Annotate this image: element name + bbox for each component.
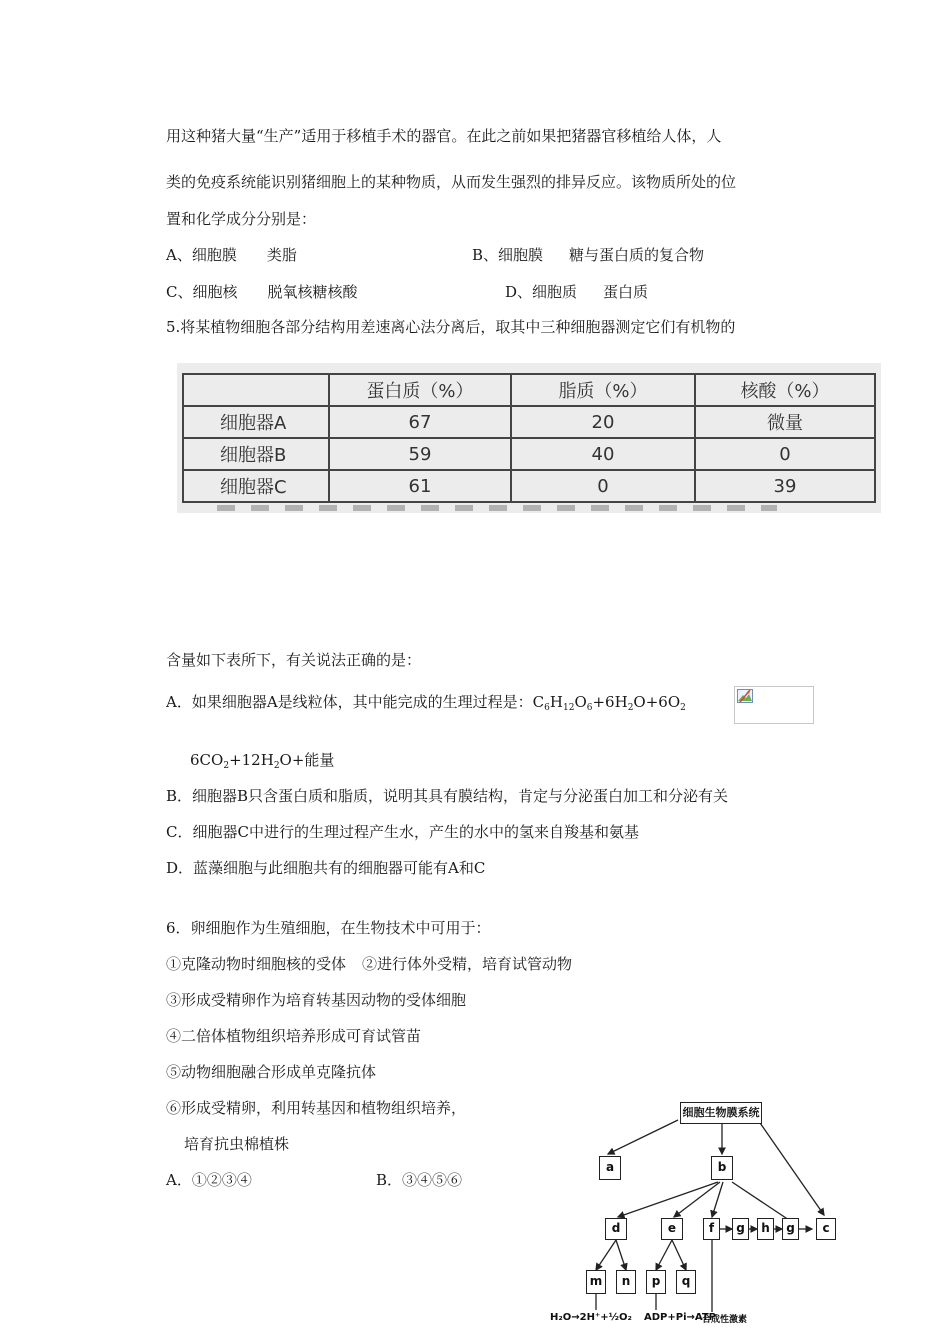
biomembrane-system-box: 细胞生物膜系统 — [680, 1102, 762, 1124]
table-cell: 59 — [329, 438, 511, 470]
table-row — [183, 406, 875, 438]
q5-continuation: 含量如下表所下，有关说法正确的是： — [166, 651, 422, 669]
q4-option-d-label: D、细胞质 — [505, 283, 578, 301]
q6-intro: 6．卵细胞作为生殖细胞，在生物技术中可用于： — [166, 919, 491, 937]
table-cell: 0 — [511, 470, 695, 502]
node-d: d — [605, 1218, 627, 1240]
table-cell: 39 — [695, 470, 875, 502]
table-cell: 67 — [329, 406, 511, 438]
label-m-reaction: H₂O→2H⁺+½O₂ — [550, 1312, 632, 1323]
q4-option-a-label: A、细胞膜 — [166, 246, 237, 264]
q5-intro: 5.将某植物细胞各部分结构用差速离心法分离后，取其中三种细胞器测定它们有机物的 — [166, 318, 736, 336]
node-a: a — [599, 1156, 621, 1180]
table-row-head: 细胞器A — [183, 406, 329, 438]
node-n: n — [616, 1270, 636, 1294]
q4-line-1: 用这种猪大量“生产”适用于移植手术的器官。在此之前如果把猪器官移植给人体，人 — [166, 127, 722, 145]
enzyme-arrow-image — [734, 686, 814, 724]
q6-item-5: ⑤动物细胞融合形成单克隆抗体 — [166, 1063, 377, 1081]
label-f-function: 合成性激素 — [702, 1315, 748, 1325]
table-header-cell: 核酸（%） — [695, 374, 875, 406]
node-q: q — [676, 1270, 696, 1294]
q4-option-c-label: C、细胞核 — [166, 283, 238, 301]
table-cell: 0 — [695, 438, 875, 470]
q4-option-b — [472, 245, 704, 265]
table-row-head: 细胞器B — [183, 438, 329, 470]
q4-option-b-text: 糖与蛋白质的复合物 — [569, 246, 705, 264]
node-g: g — [732, 1218, 749, 1240]
q6-items-1-2 — [166, 954, 572, 974]
q5-option-a — [166, 692, 686, 718]
table-header-cell: 蛋白质（%） — [329, 374, 511, 406]
q6-item-6: ⑥形成受精卵，利用转基因和植物组织培养， — [166, 1099, 467, 1117]
q4-line-2: 类的免疫系统能识别猪细胞上的某种物质，从而发生强烈的排异反应。该物质所处的位 — [166, 173, 737, 191]
node-m: m — [586, 1270, 606, 1294]
q5-option-d: D．蓝藻细胞与此细胞共有的细胞器可能有A和C — [166, 859, 486, 877]
biomembrane-diagram — [548, 1090, 848, 1340]
table-cell: 40 — [511, 438, 695, 470]
q4-option-c — [166, 282, 358, 302]
diagram-connectors — [548, 1090, 848, 1340]
q4-line-3: 置和化学成分分别是： — [166, 210, 317, 228]
glucose-equation: $C_6H_{12}O_6+6H_2O+6O_2$ — [532, 693, 686, 713]
q4-option-c-text: 脱氧核糖核酸 — [267, 283, 358, 301]
table-row — [183, 470, 875, 502]
q4-option-a-text: 类脂 — [266, 246, 297, 264]
table-cell: 20 — [511, 406, 695, 438]
q6-item-3: ③形成受精卵作为培育转基因动物的受体细胞 — [166, 991, 467, 1009]
node-g-2: g — [782, 1218, 799, 1240]
table-row-head: 细胞器C — [183, 470, 329, 502]
organelle-table — [182, 373, 876, 503]
q5-option-c: C．细胞器C中进行的生理过程产生水，产生的水中的氢来自羧基和氨基 — [166, 823, 639, 841]
q4-option-d-text: 蛋白质 — [603, 283, 649, 301]
table-cell: 微量 — [695, 406, 875, 438]
table-row — [183, 438, 875, 470]
q6-item-6-cont: 培育抗虫棉植株 — [184, 1135, 290, 1153]
table-cell: 61 — [329, 470, 511, 502]
node-b: b — [711, 1156, 733, 1180]
q5-option-a-text: A．如果细胞器A是线粒体，其中能完成的生理过程是： — [166, 693, 533, 711]
node-h: h — [757, 1218, 774, 1240]
table-header-cell: 脂质（%） — [511, 374, 695, 406]
table-header-cell — [183, 374, 329, 406]
node-c: c — [816, 1218, 836, 1240]
q5-scanned-table — [177, 363, 881, 513]
table-header-row — [183, 374, 875, 406]
broken-image-icon — [737, 689, 753, 703]
q4-option-b-label: B、细胞膜 — [472, 246, 544, 264]
node-f: f — [703, 1218, 720, 1240]
q6-item-2: ②进行体外受精，培育试管动物 — [362, 955, 573, 973]
q5-option-a-result: $6CO_2+12H_2O+$能量 — [190, 751, 335, 771]
node-p: p — [646, 1270, 666, 1294]
q4-option-d — [505, 282, 648, 302]
q4-option-a — [166, 245, 297, 265]
q6-option-b: B．③④⑤⑥ — [376, 1171, 463, 1189]
label-p-reaction: ADP+Pi→ATP — [644, 1312, 716, 1323]
scan-cutoff-text — [217, 505, 777, 511]
q5-option-b: B．细胞器B只含蛋白质和脂质，说明其具有膜结构，肯定与分泌蛋白加工和分泌有关 — [166, 787, 729, 805]
q6-item-4: ④二倍体植物组织培养形成可育试管苗 — [166, 1027, 422, 1045]
node-e: e — [661, 1218, 683, 1240]
q6-item-1: ①克隆动物时细胞核的受体 — [166, 955, 347, 973]
q6-option-a: A．①②③④ — [166, 1171, 252, 1189]
